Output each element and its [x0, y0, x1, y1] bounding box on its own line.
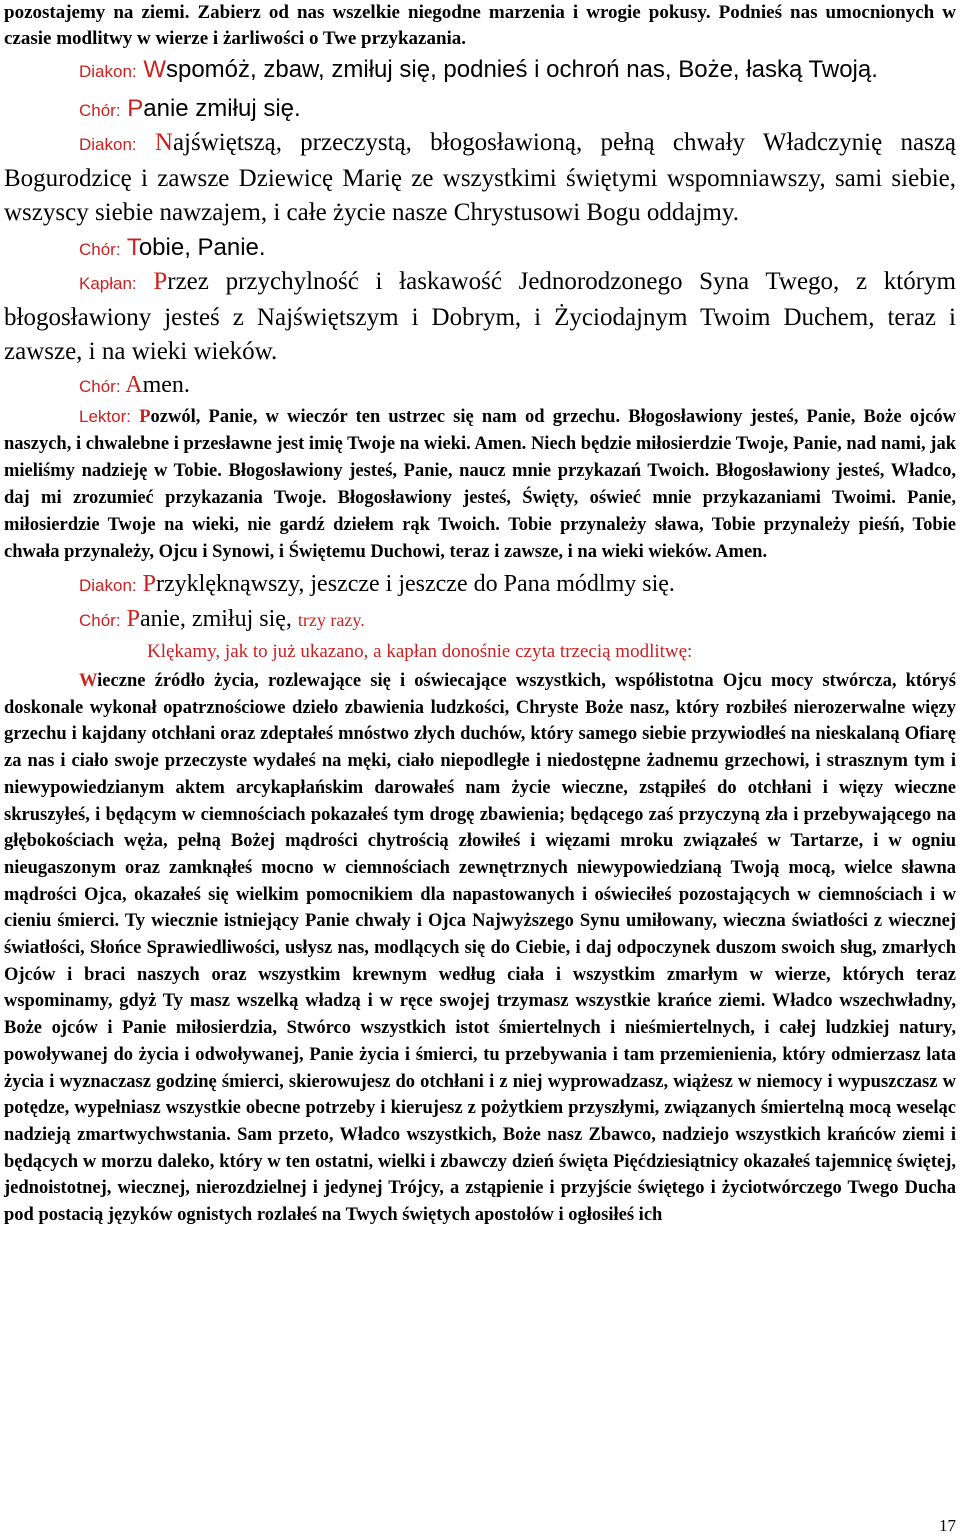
paragraph-chor-1 — [4, 93, 956, 126]
paragraph-lektor — [4, 403, 956, 566]
speaker-label: Diakon: — [79, 135, 137, 154]
response-text: obie, Panie. — [138, 234, 266, 261]
speaker-label: Chór: — [79, 240, 121, 259]
initial-capital: P — [126, 606, 140, 632]
page-number: 17 — [939, 1516, 956, 1535]
initial-capital: W — [79, 671, 98, 691]
speaker-label: Diakon: — [79, 576, 137, 595]
paragraph-kaplan — [4, 265, 956, 369]
response-text: rzyklęknąwszy, jeszcze i jeszcze do Pana módlmy się. — [156, 571, 675, 597]
initial-capital: W — [143, 56, 166, 83]
speaker-label: Chór: — [79, 611, 121, 630]
rubric-note: trzy razy. — [297, 610, 365, 630]
response-text: anie zmiłuj się. — [143, 95, 301, 122]
initial-capital: N — [154, 129, 173, 156]
response-text: ajświętszą, przeczystą, błogosławioną, pełną chwały Władczynię naszą Bogurodzicę i zawsze Dziewicę Marię ze wszystkimi świętymi wspomniawszy, sami siebie, wszyscy siebie nawzajem, i całe życie nasze Chrystusowi Bogu oddajmy. — [4, 129, 956, 226]
speaker-label: Kapłan: — [79, 274, 137, 293]
rubric-instruction: Klękamy, jak to już ukazano, a kapłan donośnie czyta trzecią modlitwę: — [147, 641, 693, 662]
initial-capital: A — [125, 372, 143, 398]
paragraph-prayer-end: pozostajemy na ziemi. Zabierz od nas wszelkie niegodne marzenia i wrogie pokusy. Podnieś nas umocnionych w czasie modlitwy w wierze i żarliwości o Twe przykazania. — [4, 2, 956, 49]
initial-capital: P — [139, 407, 151, 427]
response-text: spomóż, zbaw, zmiłuj się, podnieś i ochroń nas, Boże, łaską Twoją. — [165, 56, 878, 83]
paragraph-diakon-3 — [4, 568, 956, 602]
initial-capital: P — [142, 571, 156, 597]
prayer-text: ieczne źródło życia, rozlewające się i oświecające wszystkich, współistotna Ojcu mocy stwórcza, któryś doskonale wykonał opatrznościowe dzieło zbawienia ludzkości, Chryste Boże nasz, który rozbiłeś nierozerwalne więzy grzechu i kajdany otchłani oraz zdeptałeś mnóstwo złych duchów, który samego siebie przywiodłeś na nieskalaną Ofiarę za nas i ciało swoje przeczyste wydałeś na męki, ciało niepodległe i niedostępne żadnemu grzechowi, i strasznym tym i niewypowiedzianym aktem arcykapłańskim darowałeś nam życie wieczne, zstąpiłeś do otchłani i więzy wieczne skruszyłeś, i będącym w ciemnościach pokazałeś tym drogę zbawienia; będącego zaś przyczyną zła i przebywającego na głębokościach węża, pełną Bożej mądrości chytrością złowiłeś i więzami mroku związałeś w Tartarze, i w ogniu nieugaszonym oraz zamknąłeś mocno w ciemnościach zewnętrznych niewypowiedzianą Twoją mocą, wielce sławna mądrości Ojca, okazałeś się wielkim pomocnikiem dla napastowanych i oświeciłeś pozostających w ciemnościach i w cieniu śmierci. Ty wiecznie istniejący Panie chwały i Ojca Najwyższego Synu umiłowany, wieczna światłości z wiecznej światłości, Słońce Sprawiedliwości, usłysz nas, modlących się do Ciebie, i daj odpoczynek duszom swoich sług, zmarłych Ojców i braci naszych oraz wszystkim krewnym według ciała i wszystkim zmarłym w wierze, których teraz wspominamy, gdyż Ty masz wszelką władzą i w ręce swojej trzymasz wszystkie krańce ziemi. Władco wszechwładny, Boże ojców i Panie miłosierdzia, Stwórco wszystkich istot śmiertelnych i nieśmiertelnych, i całej ludzkiej natury, powoływanej do życia i odwoływanej, Panie życia i śmierci, tu przebywania i tam przemienienia, który odmierzasz lata życia i wyznaczasz godzinę śmierci, skierowujesz do otchłani i z niej wyprowadzasz, wiążesz w niemocy i wypuszczasz w potędze, wypełniasz wszystkie obecne potrzeby i kierujesz z pożytkiem przyszłymi, związanych śmiertelną mocą weseląc nadzieją zmartwychwstania. Sam przeto, Władco wszystkich, Boże nasz Zbawco, nadziejo wszystkich krańców ziemi i będących w morzu daleko, który w ten ostatni, wielki i zbawczy dzień święta Pięćdziesiątnicy okazałeś tajemnicę świętej, jednoistotnej, wiecznej, nierozdzielnej i jedynej Trójcy, a zstąpienie i przyjście świętego i życiotwórczego Twego Ducha pod postacią języków ognistych rozlałeś na Twych świętych apostołów i ogłosiłeś ich — [4, 671, 956, 1226]
speaker-label: Diakon: — [79, 62, 137, 81]
response-text: men. — [142, 372, 190, 398]
paragraph-diakon-2 — [4, 126, 956, 230]
initial-capital: T — [126, 234, 139, 261]
response-text: ozwól, Panie, w wieczór ten ustrzec się nam od grzechu. Błogosławiony jesteś, Panie, Boże ojców naszych, i chwalebne i przesławne jest imię Twoje na wieki. Amen. Niech będzie miłosierdzie Twoje, Panie, nad nami, jak mieliśmy nadzieję w Tobie. Błogosławiony jesteś, Panie, naucz mnie przykazań Twoich. Błogosławiony jesteś, Władco, daj mi zrozumieć przykazania Twoje. Błogosławiony jesteś, Święty, oświeć mnie przykazaniami Twoimi. Panie, miłosierdzie Twoje na wieki, nie gardź dziełem rąk Twoich. Tobie przynależy sława, Tobie przynależy pieśń, Tobie chwała przynależy, Ojcu i Synowi, i Świętemu Duchowi, teraz i zawsze, i na wieki wieków. Amen. — [4, 407, 956, 562]
initial-capital: P — [127, 95, 144, 122]
speaker-label: Chór: — [79, 377, 121, 396]
paragraph-chor-4 — [4, 602, 956, 638]
response-text: rzez przychylność i łaskawość Jednorodzonego Syna Twego, z którym błogosławiony jesteś z Najświętszym i Dobrym, i Życiodajnym Twoim Duchem, teraz i zawsze, i na wieki wieków. — [4, 268, 956, 365]
paragraph-chor-3 — [4, 369, 956, 403]
paragraph-third-prayer — [4, 668, 956, 1229]
response-text: anie, zmiłuj się, — [139, 606, 292, 632]
speaker-label: Lektor: — [79, 407, 131, 426]
paragraph-chor-2 — [4, 232, 956, 265]
document-page — [4, 0, 956, 1229]
speaker-label: Chór: — [79, 101, 121, 120]
paragraph-diakon-1 — [4, 54, 956, 87]
initial-capital: P — [153, 268, 168, 295]
